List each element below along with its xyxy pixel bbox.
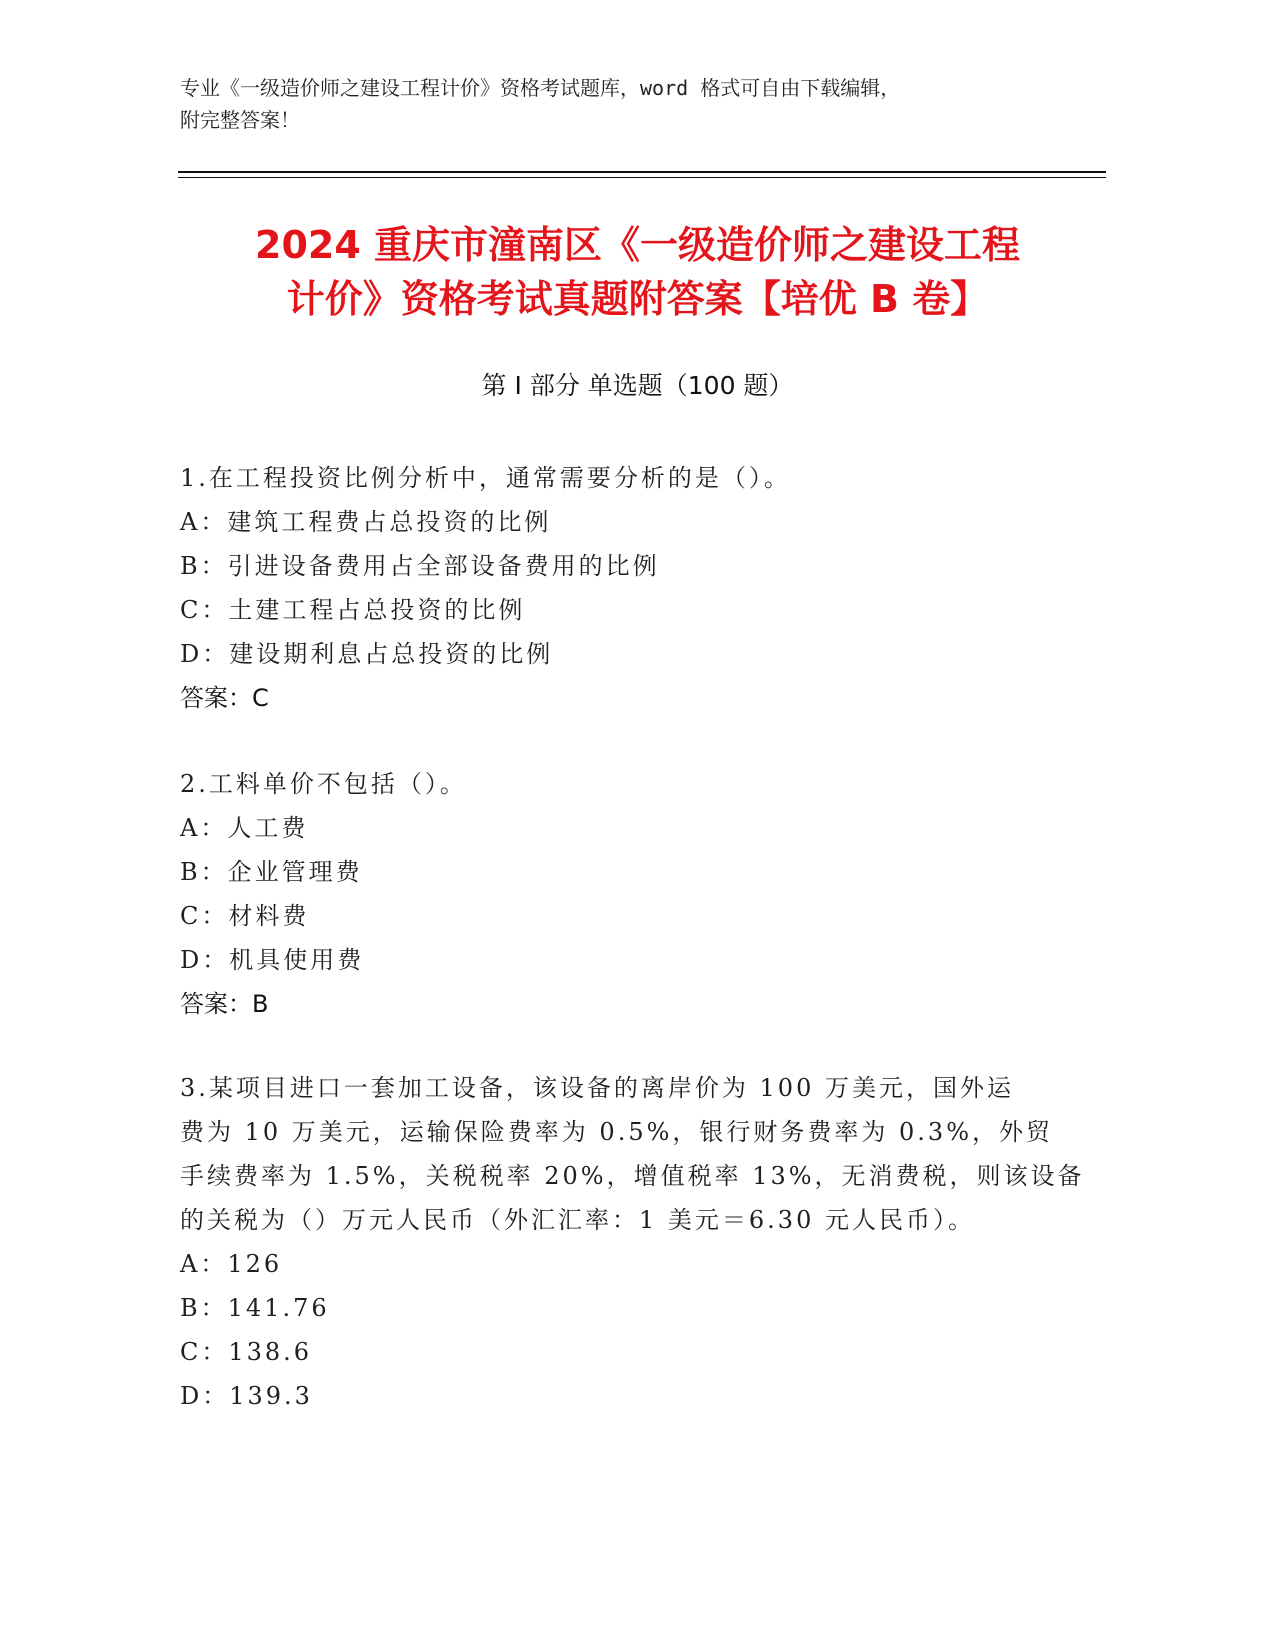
answer: 答案：B	[180, 990, 269, 1018]
question-stem: 费为 10 万美元，运输保险费率为 0.5%，银行财务费率为 0.3%，外贸	[180, 1118, 1053, 1146]
header-divider-thin	[178, 177, 1106, 178]
question-stem: 的关税为（）万元人民币（外汇汇率：1 美元＝6.30 元人民币）。	[180, 1206, 975, 1234]
option-b: B：141.76	[180, 1294, 330, 1322]
option-c: C：土建工程占总投资的比例	[180, 596, 526, 624]
question-stem: 3.某项目进口一套加工设备，该设备的离岸价为 100 万美元，国外运	[180, 1074, 1014, 1102]
option-b: B：企业管理费	[180, 858, 363, 886]
option-b: B：引进设备费用占全部设备费用的比例	[180, 552, 660, 580]
question-stem: 2.工料单价不包括（）。	[180, 770, 467, 798]
option-c: C：138.6	[180, 1338, 313, 1366]
question-stem: 手续费率为 1.5%，关税税率 20%，增值税率 13%，无消费税，则该设备	[180, 1162, 1085, 1190]
option-a: A：建筑工程费占总投资的比例	[180, 508, 552, 536]
header-divider-thick	[178, 171, 1106, 173]
document-title-line: 2024 重庆市潼南区《一级造价师之建设工程	[255, 223, 1020, 267]
header-note-line: 附完整答案！	[180, 108, 300, 132]
answer: 答案：C	[180, 684, 269, 712]
document-title	[150, 218, 1125, 326]
option-d: D：139.3	[180, 1382, 313, 1410]
document-header-note	[180, 72, 1080, 136]
question-2	[180, 762, 1060, 1026]
option-d: D：建设期利息占总投资的比例	[180, 640, 554, 668]
document-title-line: 计价》资格考试真题附答案【培优 B 卷】	[286, 277, 989, 321]
option-a: A：126	[180, 1250, 283, 1278]
section-heading: 第 I 部分 单选题（100 题）	[481, 371, 794, 400]
option-c: C：材料费	[180, 902, 310, 930]
question-3	[180, 1066, 1085, 1418]
question-stem: 1.在工程投资比例分析中，通常需要分析的是（）。	[180, 464, 791, 492]
option-a: A：人工费	[180, 814, 309, 842]
header-note-line: 专业《一级造价师之建设工程计价》资格考试题库，word 格式可自由下载编辑，	[180, 76, 901, 100]
option-d: D：机具使用费	[180, 946, 365, 974]
question-1	[180, 456, 1060, 720]
